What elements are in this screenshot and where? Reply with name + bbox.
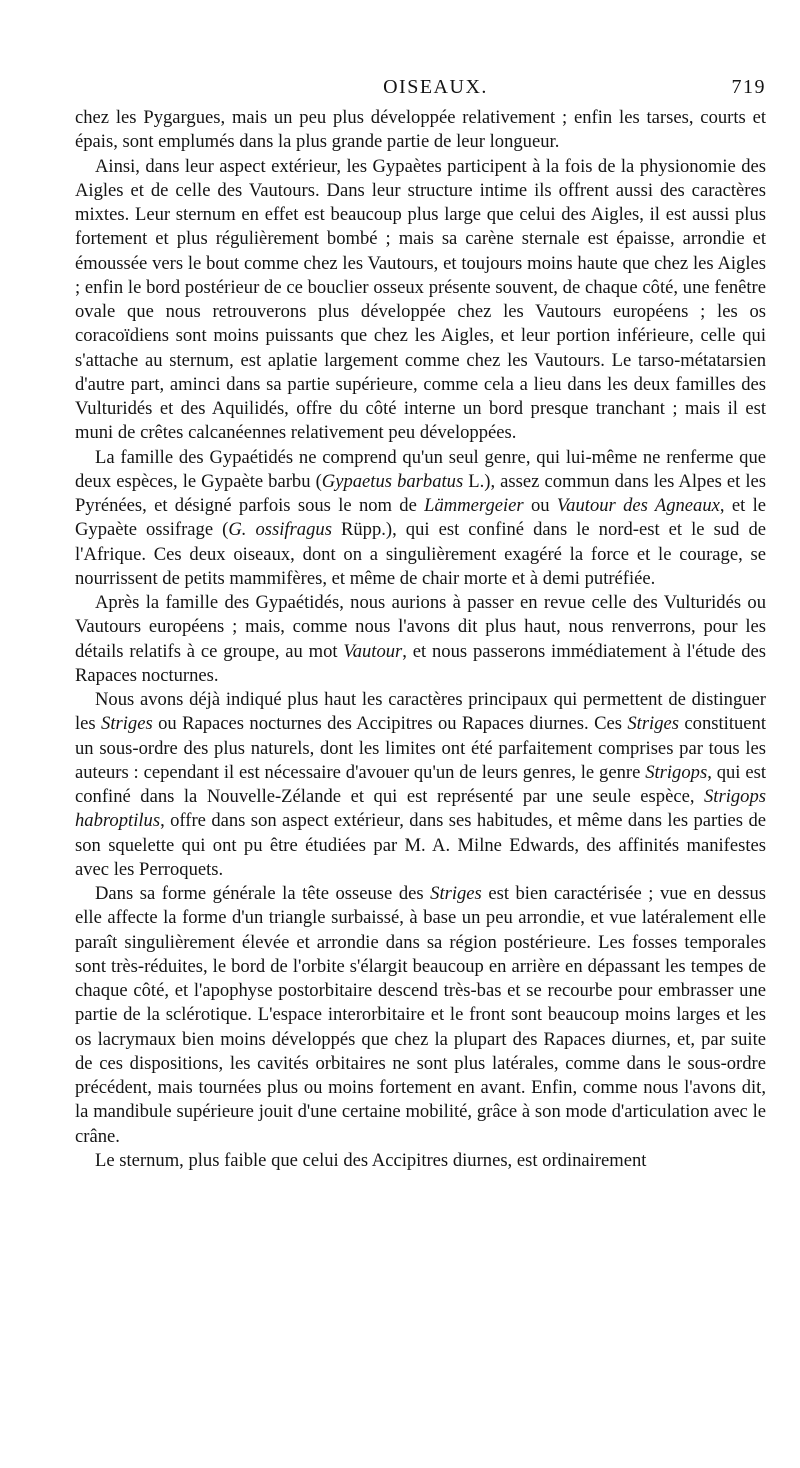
text-run: Ainsi, dans leur aspect extérieur, les Gypaètes participent à la fois de la physionomie des Aigles et de celle des Vautours. Dans leur structure intime ils offrent aussi des caractères mixtes. Leur sternum en effet est beaucoup plus large que celui des Aigles, il est aussi plus fortement et plus régulièrement bombé ; mais sa carène sternale est épaisse, arrondie et émoussée vers le bout comme chez les Vautours, et toujours moins haute que chez les Aigles ; enfin le bord postérieur de ce bouclier osseux présente souvent, de chaque côté, une fenêtre ovale que nous retrouverons plus développée chez les Vautours européens ; les os coracoïdiens sont moins puissants que chez les Aigles, et leur portion inférieure, celle qui s'attache au sternum, est aplatie largement comme chez les Vautours. Le tarso-métatarsien d'autre part, aminci dans sa partie supérieure, comme cela a lieu dans les deux familles des Vulturidés et des Aquilidés, offre du côté interne un bord presque tranchant ; mais il est muni de crêtes calcanéennes relativement peu développées.: [75, 155, 766, 444]
text-run: , offre dans son aspect extérieur, dans ses habitudes, et même dans les parties de son squelette qui ont pu être étudiées par M. A. Milne Edwards, des affinités manifestes avec les Perroquets.: [75, 810, 766, 880]
body-text: [75, 106, 766, 1173]
italic-term: Vautour: [343, 640, 403, 662]
page-number: 719: [731, 76, 766, 98]
text-run: L.), assez commun dans les Alpes et les Pyrénées, et désigné parfois sous le nom de: [75, 470, 767, 516]
text-run: , et nous passerons immédiatement à l'étude des Rapaces nocturnes.: [75, 640, 766, 686]
italic-term: Lämmergeier: [424, 495, 524, 516]
text-run: est bien caractérisée ; vue en dessus elle affecte la forme d'un triangle surbaissé, à base un peu arrondie, et vue latéralement elle paraît singulièrement élevée et arrondie dans sa région postérieure. Les fosses temporales sont très-réduites, le bord de l'orbite s'élargit beaucoup en arrière en dépassant les tempes de chaque côté, et l'apophyse postorbitaire descend très-bas et se recourbe pour embrasser une partie de la sclérotique. L'espace interorbitaire et le front sont beaucoup moins larges et les os lacrymaux bien moins développés que chez la plupart des Rapaces diurnes, et, par suite de ces dispositions, les cavités orbitaires ne sont plus latérales, comme dans le sous-ordre précédent, mais tournées plus ou moins fortement en avant. Enfin, comme nous l'avons dit, la mandibule supérieure jouit d'une certaine mobilité, grâce à son mode d'articulation avec le crâne.: [75, 883, 766, 1147]
italic-term: Striges: [101, 713, 153, 735]
paragraph: [75, 1149, 766, 1173]
text-run: , et le Gypaète ossifrage (: [75, 495, 766, 541]
italic-term: G. ossifragus: [228, 519, 332, 541]
text-run: Nous avons déjà indiqué plus haut les caractères principaux qui permettent de distinguer les: [75, 689, 766, 735]
text-run: ou Rapaces nocturnes des Accipitres ou Rapaces diurnes. Ces: [152, 713, 628, 735]
paragraph: [75, 155, 766, 446]
text-run: Rüpp.), qui est confiné dans le nord-est et le sud de l'Afrique. Ces deux oiseaux, dont on a singulièrement exagéré la force et le courage, se nourrissent de petits mammifères, et même de chair morte et à demi putréfiée.: [75, 519, 766, 589]
paragraph: [75, 688, 766, 882]
text-run: Le sternum, plus faible que celui des Accipitres diurnes, est ordinairement: [95, 1149, 647, 1171]
paragraph: [75, 591, 766, 688]
text-run: chez les Pygargues, mais un peu plus développée relativement ; enfin les tarses, courts et épais, sont emplumés dans la plus grande partie de leur longueur.: [75, 107, 766, 153]
text-run: La famille des Gypaétidés ne comprend qu'un seul genre, qui lui-même ne renferme que deux espèces, le Gypaète barbu (: [75, 446, 766, 492]
paragraph: [75, 446, 766, 592]
running-head: [75, 72, 766, 106]
italic-term: Vautour des Agneaux: [556, 495, 720, 516]
italic-term: Strigops: [645, 761, 708, 783]
text-run: , qui est confiné dans la Nouvelle-Zélande et qui est représenté par une seule espèce,: [75, 761, 766, 807]
italic-term: Striges: [627, 713, 680, 735]
text-run: constituent un sous-ordre des plus naturels, dont les limites ont été parfaitement comprises par tous les auteurs : cependant il est nécessaire d'avouer qu'un de leurs genres, le genre: [75, 713, 766, 783]
running-title: OISEAUX.: [383, 76, 488, 98]
text-run: Dans sa forme générale la tête osseuse des: [95, 883, 431, 904]
text-run: ou: [523, 495, 557, 516]
italic-term: Strigops habroptilus: [75, 786, 766, 832]
paragraph: [75, 882, 766, 1149]
italic-term: Gypaetus barbatus: [321, 470, 464, 492]
italic-term: Striges: [430, 883, 482, 904]
text-run: Après la famille des Gypaétidés, nous aurions à passer en revue celle des Vulturidés ou Vautours européens ; mais, comme nous l'avons dit plus haut, nous renverrons, pour les détails relatifs à ce groupe, au mot: [75, 592, 766, 662]
paragraph: [75, 106, 766, 155]
